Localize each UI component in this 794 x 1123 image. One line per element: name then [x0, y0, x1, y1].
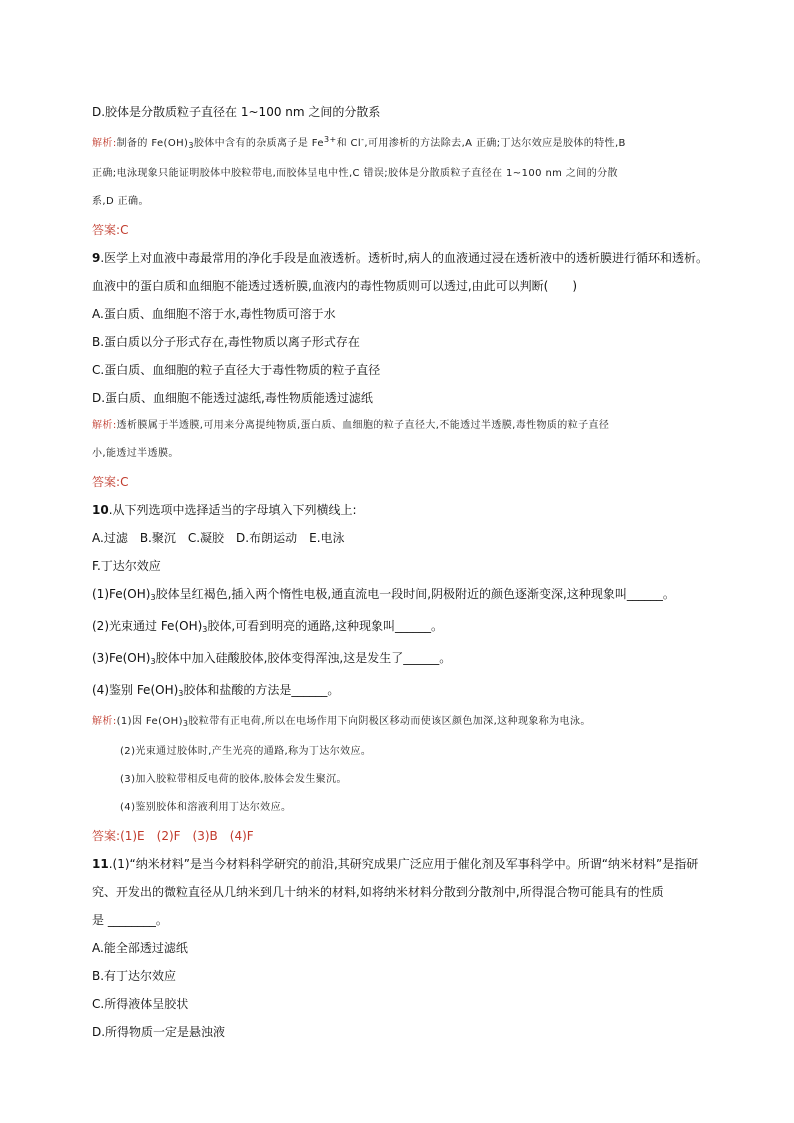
q9-stem-line-2: 血液中的蛋白质和血细胞不能透过透析膜,血液内的毒性物质则可以透过,由此可以判断( ): [92, 279, 577, 293]
explanation-label: 解析:: [92, 716, 117, 727]
q9-option-d: D.蛋白质、血细胞不能透过滤纸,毒性物质能透过滤纸: [92, 391, 373, 405]
q10-options-line-1: A.过滤 B.聚沉 C.凝胶 D.布朗运动 E.电泳: [92, 531, 345, 545]
q8-explanation-line-1: 解析:制备的 $Fe(OH)_3$胶体中含有的杂质离子是 $Fe^{3+}$和 Cl-,可用渗析的方法除去,A 正确;丁达尔效应是胶体的特性,B: [92, 135, 626, 150]
q10-explanation-line-2: (2)光束通过胶体时,产生光亮的通路,称为丁达尔效应。: [120, 746, 372, 757]
q11-number: 11: [92, 857, 109, 871]
q8-explanation-line-2: 正确;电泳现象只能证明胶体中胶粒带电,而胶体呈电中性,C 错误;胶体是分散质粒子直径在 1~100 nm 之间的分散: [92, 168, 618, 179]
q10-explanation-line-4: (4)鉴别胶体和溶液利用丁达尔效应。: [120, 802, 292, 813]
q11-option-c: C.所得液体呈胶状: [92, 997, 189, 1011]
q11-stem-line-2: 究、开发出的微粒直径从几纳米到几十纳米的材料,如将纳米材料分散到分散剂中,所得混合物可能具有的性质: [92, 885, 664, 899]
q9-stem-line-1: 9.医学上对血液中毒最常用的净化手段是血液透析。透析时,病人的血液通过浸在透析液中的透析膜进行循环和透析。: [92, 251, 708, 265]
q11-option-d: D.所得物质一定是悬浊液: [92, 1025, 226, 1039]
q10-part-3: $(3)Fe(OH)_3$胶体中加入硅酸胶体,胶体变得浑浊,这是发生了______。: [92, 651, 452, 666]
q11-stem-line-3: 是 ________。: [92, 913, 168, 927]
q9-option-a: A.蛋白质、血细胞不溶于水,毒性物质可溶于水: [92, 307, 336, 321]
q10-explanation-line-3: (3)加入胶粒带相反电荷的胶体,胶体会发生聚沉。: [120, 774, 347, 785]
explanation-label: 解析:: [92, 138, 117, 149]
worksheet-page: [92, 98, 712, 1046]
q8-explanation-line-3: 系,D 正确。: [92, 196, 149, 207]
q8-answer: 答案:C: [92, 223, 129, 237]
q8-option-d: D.胶体是分散质粒子直径在 1~100 nm 之间的分散系: [92, 105, 381, 119]
q9-number: 9: [92, 251, 101, 265]
q10-part-1: $(1)Fe(OH)_3$胶体呈红褐色,插入两个惰性电极,通直流电一段时间,阴极附近的颜色逐渐变深,这种现象叫______。: [92, 587, 675, 602]
q10-part-2: (2)光束通过 $Fe(OH)_3$胶体,可看到明亮的通路,这种现象叫______。: [92, 619, 444, 634]
q10-part-4: (4)鉴别 $Fe(OH)_3$胶体和盐酸的方法是______。: [92, 683, 340, 698]
q9-explanation-line-1: 解析:透析膜属于半透膜,可用来分离提纯物质,蛋白质、血细胞的粒子直径大,不能透过半透膜,毒性物质的粒子直径: [92, 420, 610, 431]
q11-option-b: B.有丁达尔效应: [92, 969, 177, 983]
q9-option-b: B.蛋白质以分子形式存在,毒性物质以离子形式存在: [92, 335, 360, 349]
q9-answer: 答案:C: [92, 475, 129, 489]
q11-stem-line-1: 11.(1)“纳米材料”是当今材料科学研究的前沿,其研究成果广泛应用于催化剂及军事科学中。所谓“纳米材料”是指研: [92, 857, 699, 871]
q10-explanation-line-1: 解析:(1)因 $Fe(OH)_3$胶粒带有正电荷,所以在电场作用下向阴极区移动而使该区颜色加深,这种现象称为电泳。: [92, 716, 591, 728]
q11-option-a: A.能全部透过滤纸: [92, 941, 188, 955]
q9-option-c: C.蛋白质、血细胞的粒子直径大于毒性物质的粒子直径: [92, 363, 381, 377]
q10-options-line-2: F.丁达尔效应: [92, 559, 161, 573]
explanation-label: 解析:: [92, 420, 117, 431]
q10-stem: 10.从下列选项中选择适当的字母填入下列横线上:: [92, 503, 357, 517]
q10-number: 10: [92, 503, 109, 517]
q9-explanation-line-2: 小,能透过半透膜。: [92, 448, 179, 459]
q10-answer: 答案:(1)E (2)F (3)B (4)F: [92, 829, 254, 843]
